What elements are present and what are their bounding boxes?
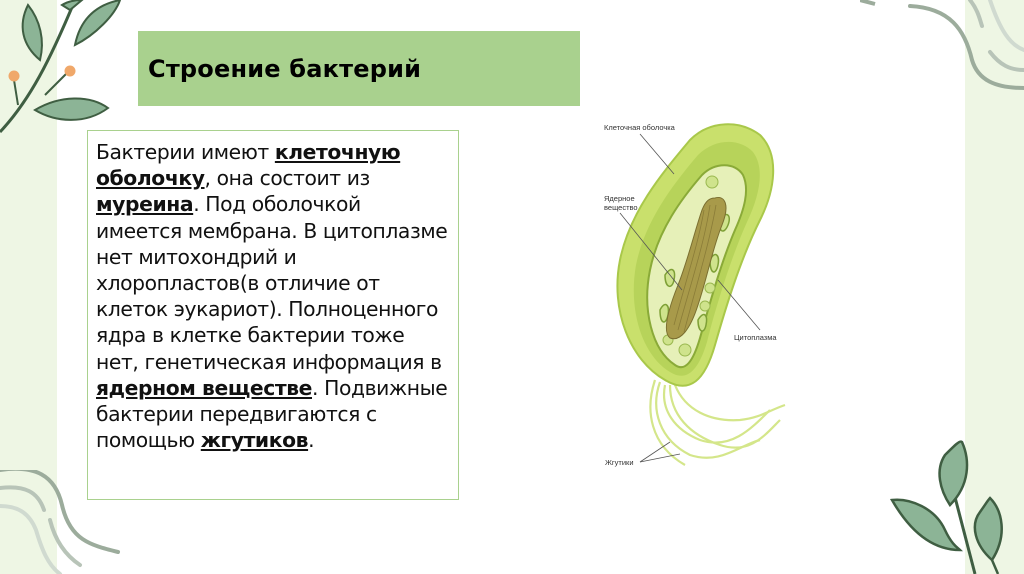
term-cell-wall: клеточную оболочку <box>96 140 401 191</box>
label-cell-wall: Клеточная оболочка <box>604 123 675 132</box>
label-nucleoid-line1: Ядерное <box>604 194 635 203</box>
term-flagella: жгутиков <box>200 428 309 453</box>
term-nucleoid: ядерном веществе <box>96 375 312 400</box>
body-paragraph <box>96 139 450 453</box>
leaf-branch-top-left-icon <box>0 0 140 140</box>
body-text-5: . <box>308 428 315 453</box>
body-text-4: . Подвижные бактерии передвигаются с помощью <box>96 375 448 453</box>
body-text-1: Бактерии имеют <box>96 140 275 164</box>
body-text-3: . Под оболочкой имеется мембрана. В цитоплазме нет митохондрий и хлоропластов(в отличие от клеток эукариот). Полноценного ядра в клетке бактерии тоже нет, генетическая информация в <box>96 192 448 374</box>
label-cytoplasm: Цитоплазма <box>734 333 777 342</box>
label-nucleoid-line2: вещество <box>604 203 638 212</box>
label-flagella: Жгутики <box>605 458 634 467</box>
body-text-2: , она состоит из <box>204 166 370 191</box>
body-text-box <box>87 130 459 500</box>
bacterium-diagram <box>590 110 830 480</box>
leaf-branch-bottom-right-icon <box>880 430 1024 574</box>
bacterium-illustration-icon <box>590 110 830 480</box>
title-box <box>138 31 580 106</box>
slide-title: Строение бактерий <box>148 54 422 83</box>
term-murein: муреина <box>96 192 194 217</box>
swirl-lines-top-right-icon <box>860 0 1024 150</box>
